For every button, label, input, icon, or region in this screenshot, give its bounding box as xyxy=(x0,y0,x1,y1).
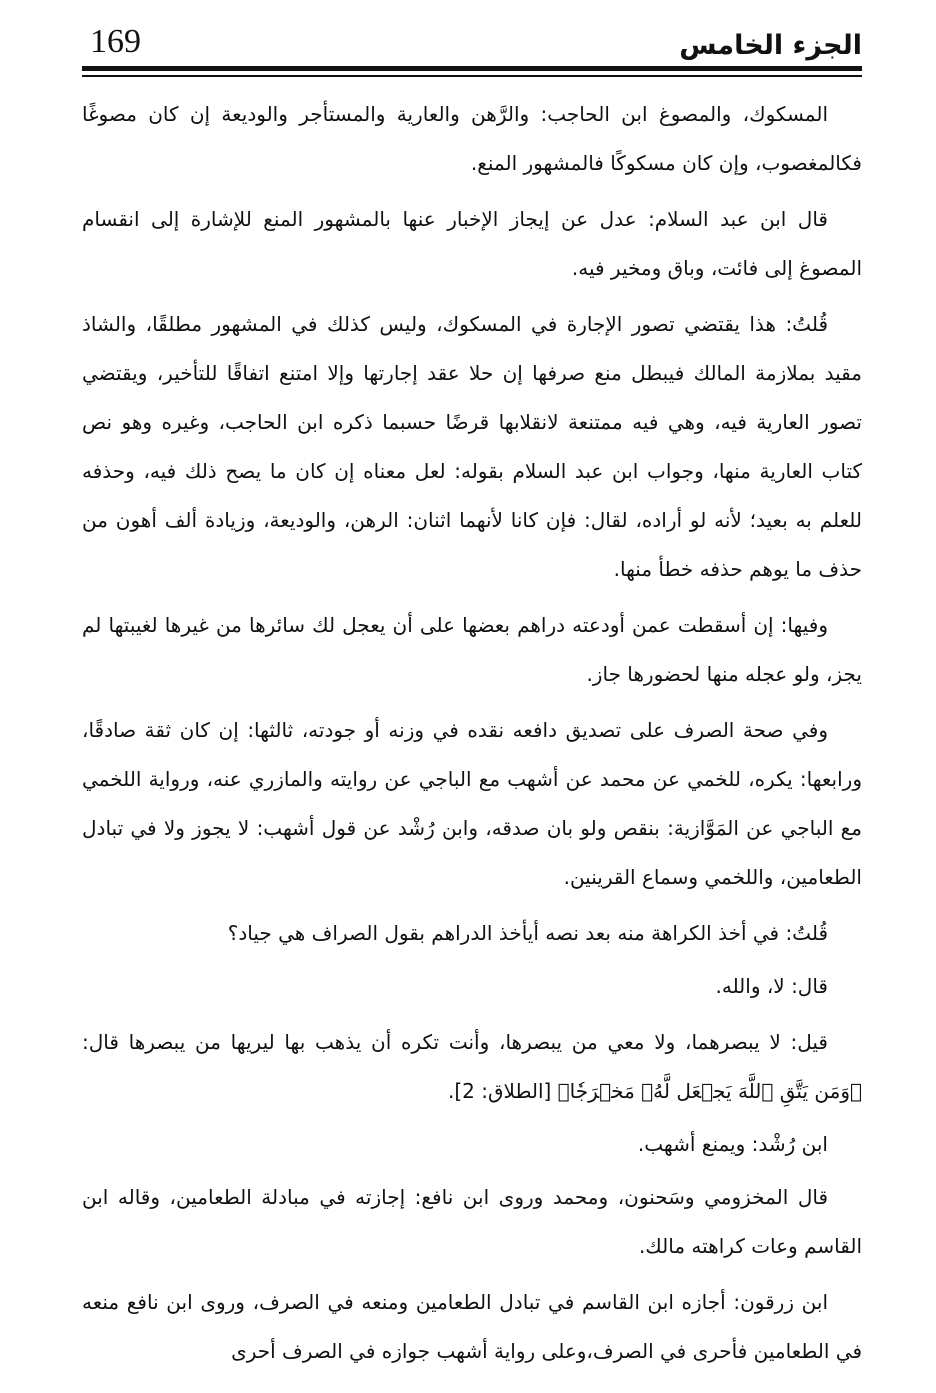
paragraph-1: المسكوك، والمصوغ ابن الحاجب: والرَّهن والعارية والمستأجر والوديعة إن كان مصوغًا فكالمغصوب، وإن كان مسكوكًا فالمشهور المنع. xyxy=(82,102,862,175)
body-text xyxy=(82,90,862,1383)
paragraph-3: قُلتُ: هذا يقتضي تصور الإجارة في المسكوك، وليس كذلك في المشهور مطلقًا، والشاذ مقيد بملازمة المالك فيبطل منع صرفها إن حلا عقد إجارتها وإلا امتنع اتفاقًا للتأخير، ويقتضي تصور العارية فيه، وهي فيه ممتنعة لانقلابها قرضًا حسبما ذكره ابن الحاجب، وغيره وهو نص كتاب العارية منها، وجواب ابن عبد السلام بقوله: لعل معناه إن كان ما يصح ذلك فيه، وحذفه للعلم به بعيد؛ لأنه لو أراده، لقال: فإن كانا لأنهما اثنان: الرهن، والوديعة، وزيادة ألف أهون من حذف ما يوهم حذفه خطأ منها. xyxy=(82,312,862,581)
page-header xyxy=(82,18,862,64)
paragraph-7: قال: لا، والله. xyxy=(715,974,828,998)
paragraph-4: وفيها: إن أسقطت عمن أودعته دراهم بعضها على أن يعجل لك سائرها من غيرها لغيبتها لم يجز، ولو عجله منها لحضورها جاز. xyxy=(82,613,862,686)
paragraph-2: قال ابن عبد السلام: عدل عن إيجاز الإخبار عنها بالمشهور المنع للإشارة إلى انقسام المصوغ إلى فائت، وباق ومخير فيه. xyxy=(82,207,862,280)
paragraph-10: قال المخزومي وسَحنون، ومحمد وروى ابن نافع: إجازته في مبادلة الطعامين، وقاله ابن القاسم وعات كراهته مالك. xyxy=(82,1185,862,1258)
paragraph-6: قُلتُ: في أخذ الكراهة منه بعد نصه أيأخذ الدراهم بقول الصراف هي جياد؟ xyxy=(227,921,828,945)
paragraph-9: ابن رُشْد: ويمنع أشهب. xyxy=(637,1132,828,1156)
paragraph-5: وفي صحة الصرف على تصديق دافعه نقده في وزنه أو جودته، ثالثها: إن كان ثقة صادقًا، ورابعها: يكره، للخمي عن محمد عن أشهب مع الباجي عن روايته والمازري عنه، ورواية اللخمي مع الباجي عن المَوَّازية: بنقص ولو بان صدقه، وابن رُشْد عن قول أشهب: لا يجوز ولا في تبادل الطعامين، واللخمي وسماع القرينين. xyxy=(82,718,862,889)
paragraph-8: قيل: لا يبصرهما، ولا معي من يبصرها، وأنت تكره أن يذهب بها ليريها من يبصرها قال: ﴿وَمَن يَتَّقِ ٱللَّهَ يَجۡعَل لَّهُۥ مَخۡرَجٗا﴾ [الطلاق: 2]. xyxy=(82,1030,862,1103)
running-title: الجزء الخامس xyxy=(679,30,862,61)
header-rule-thin xyxy=(82,75,862,77)
page-number: 169 xyxy=(90,23,141,60)
header-rule-thick xyxy=(82,66,862,71)
paragraph-11: ابن زرقون: أجازه ابن القاسم في تبادل الطعامين ومنعه في الصرف، وروى ابن نافع منعه في الطعامين فأحرى في الصرف،وعلى رواية أشهب جوازه في الصرف أحرى xyxy=(82,1290,862,1363)
